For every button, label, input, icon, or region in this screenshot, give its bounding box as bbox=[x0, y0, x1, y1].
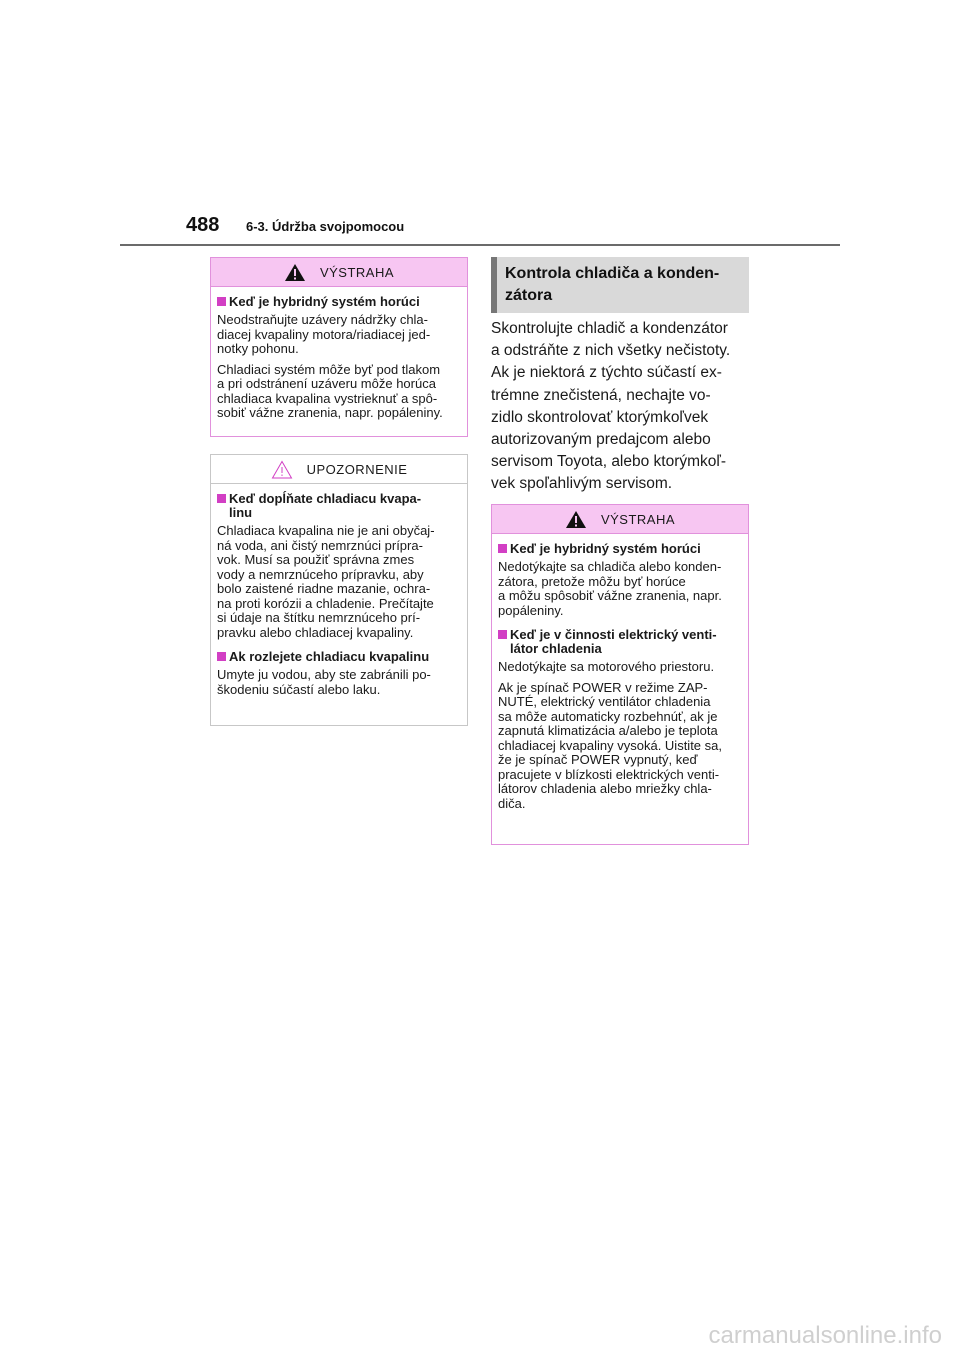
warning-box-radiator bbox=[491, 504, 749, 845]
warning-text: Ak je spínač POWER v režime ZAP- NUTÉ, elektrický ventilátor chladenia sa môže automaticky rozbehnúť, ak je zapnutá klimatizácia a/alebo je teplota chladiacej kvapaliny vysoká. Uistite sa, že je spínač POWER vypnutý, keď pracujete v blízkosti elektrických venti- látorov chladenia alebo mriežky chla- diča. bbox=[498, 679, 722, 811]
warning-item-title: Keď je hybridný systém horúci bbox=[217, 295, 461, 309]
warning-header bbox=[211, 258, 467, 287]
warning-text: Neodstraňujte uzávery nádržky chla- diacej kvapaliny motora/riadiacej jed- notky pohonu. bbox=[217, 312, 431, 356]
header-rule bbox=[120, 244, 840, 246]
warning-item-title: Keď je hybridný systém horúci bbox=[498, 542, 742, 556]
warning-text: Nedotýkajte sa chladiča alebo konden- zátora, pretože môžu byť horúce a môžu spôsobiť vážne zranenia, napr. popáleniny. bbox=[498, 559, 722, 618]
notice-item-title: Ak rozlejete chladiacu kvapalinu bbox=[217, 650, 461, 664]
notice-text: Umyte ju vodou, aby ste zabránili po- škodeniu súčastí alebo laku. bbox=[217, 667, 431, 697]
warning-header bbox=[492, 505, 748, 534]
notice-box-coolant bbox=[210, 454, 468, 726]
square-bullet-icon bbox=[217, 494, 226, 503]
section-heading: Kontrola chladiča a konden- zátora bbox=[491, 257, 749, 313]
section-body-text: Skontrolujte chladič a kondenzátor a odstráňte z nich všetky nečistoty. Ak je niektorá z týchto súčastí ex- trémne znečistená, nechajte vo- zidlo skontrolovať ktorýmkoľvek autorizovaným predajcom alebo servisom Toyota, alebo ktorýmkoľ- vek spoľahlivým servisom. bbox=[491, 320, 731, 493]
notice-item-title: Keď dopĺňate chladiacu kvapa- linu bbox=[217, 492, 461, 520]
warning-box-hot-system bbox=[210, 257, 468, 437]
warning-text: Chladiaci systém môže byť pod tlakom a pri odstránení uzáveru môže horúca chladiaca kvapalina vystrieknuť a spô- sobiť vážne zranenia, napr. popáleniny. bbox=[217, 361, 443, 420]
notice-header bbox=[211, 455, 467, 484]
warning-label: VÝSTRAHA bbox=[319, 264, 395, 280]
notice-label: UPOZORNENIE bbox=[306, 461, 408, 477]
warning-triangle-icon bbox=[565, 510, 587, 529]
notice-text: Chladiaca kvapalina nie je ani obyčaj- ná voda, ani čistý nemrznúci prípra- vok. Musí sa použiť správna zmes vody a nemrznúceho prípravku, aby bolo zaistené riadne mazanie, ochra- na proti korózii a chladenie. Prečítajte si údaje na štítku nemrznúceho prí- pravku alebo chladiacej kvapaliny. bbox=[217, 523, 435, 640]
warning-item-title: Keď je v činnosti elektrický venti- látor chladenia bbox=[498, 628, 742, 656]
square-bullet-icon bbox=[217, 297, 226, 306]
warning-text: Nedotýkajte sa motorového priestoru. bbox=[498, 659, 715, 674]
warning-triangle-icon bbox=[284, 263, 306, 282]
square-bullet-icon bbox=[217, 652, 226, 661]
watermark: carmanualsonline.info bbox=[708, 1322, 942, 1349]
caution-triangle-outline-icon bbox=[271, 460, 293, 479]
page-number: 488 bbox=[186, 214, 220, 236]
section-title: 6-3. Údržba svojpomocou bbox=[246, 219, 405, 234]
square-bullet-icon bbox=[498, 630, 507, 639]
square-bullet-icon bbox=[498, 544, 507, 553]
warning-label: VÝSTRAHA bbox=[600, 511, 676, 527]
